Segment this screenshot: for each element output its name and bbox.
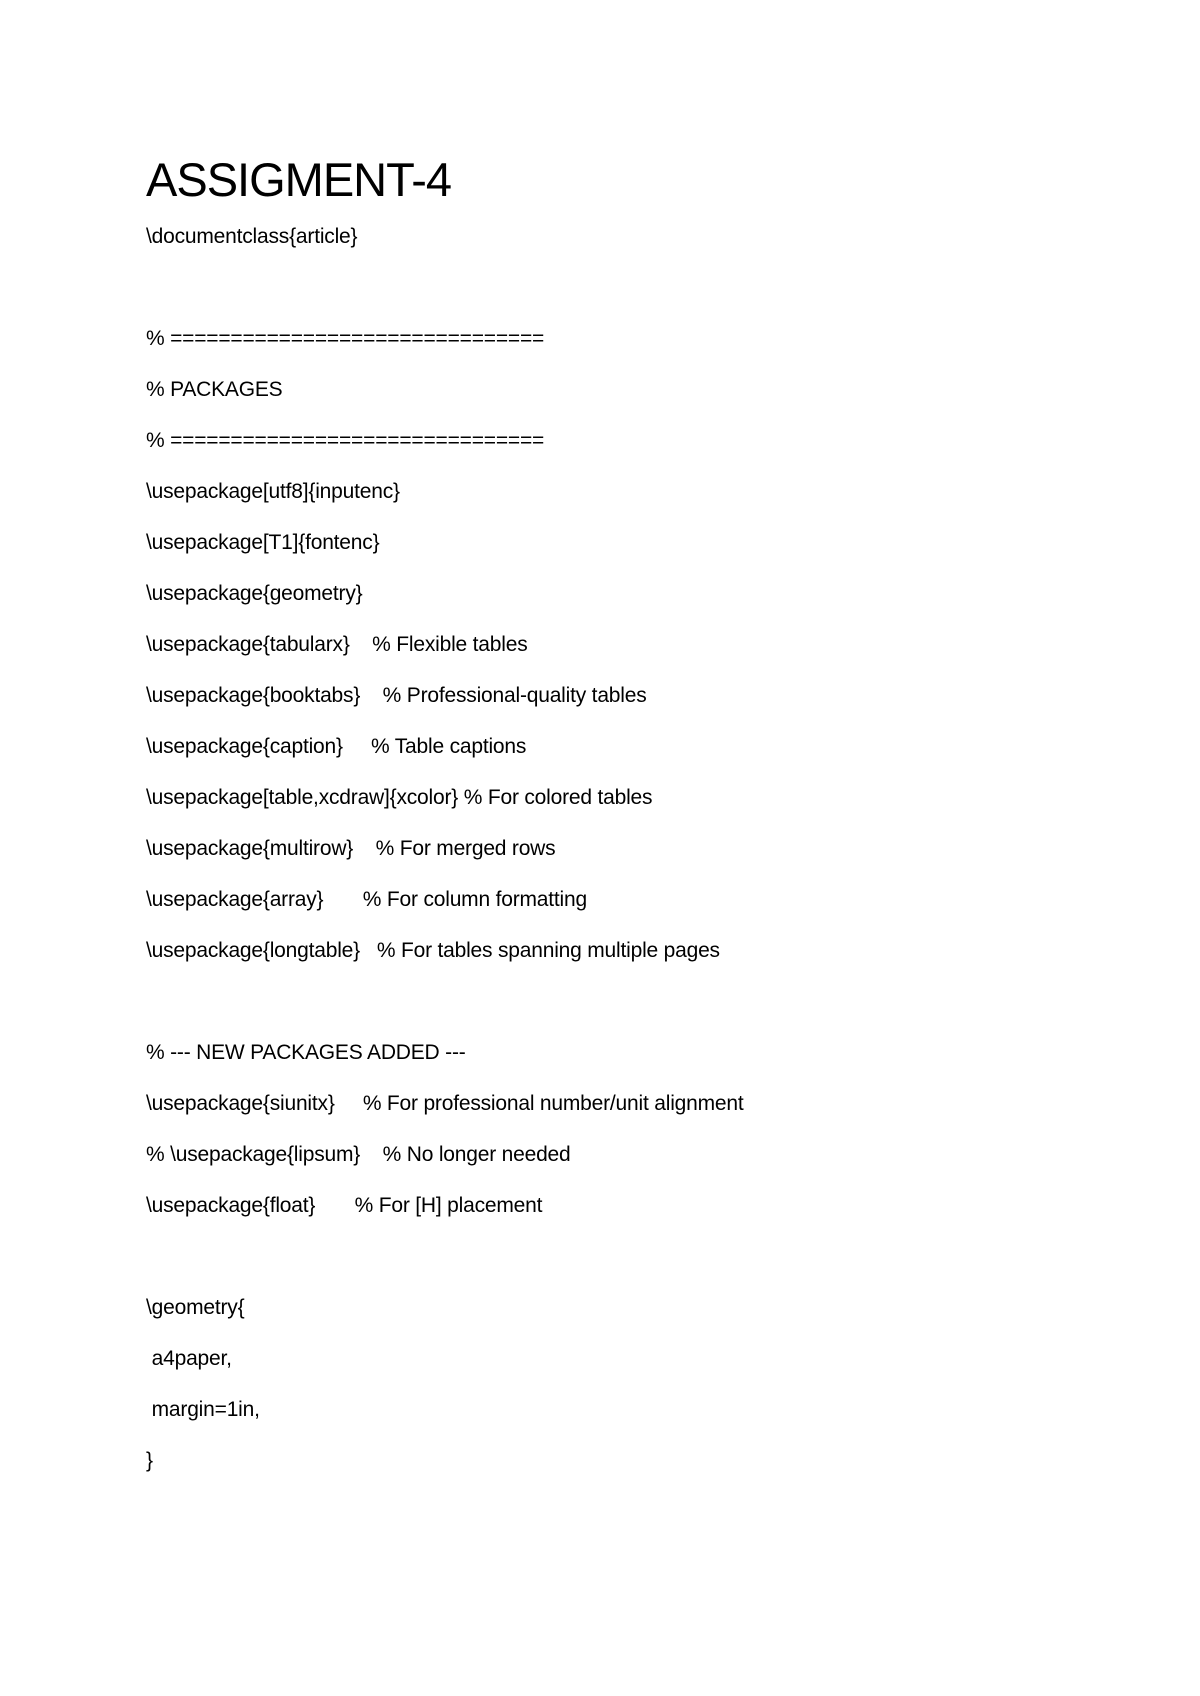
code-line-separator-bottom: % =============================== <box>146 429 545 452</box>
code-line-longtable: \usepackage{longtable} % For tables spanning multiple pages <box>146 939 720 962</box>
code-line-a4paper: a4paper, <box>146 1347 232 1370</box>
code-line-geometry-open: \geometry{ <box>146 1296 245 1319</box>
code-line-xcolor: \usepackage[table,xcdraw]{xcolor} % For colored tables <box>146 786 653 809</box>
code-line-caption: \usepackage{caption} % Table captions <box>146 735 527 758</box>
code-line-separator-top: % =============================== <box>146 327 545 350</box>
code-line-geometry-package: \usepackage{geometry} <box>146 582 363 605</box>
code-line-inputenc: \usepackage[utf8]{inputenc} <box>146 480 400 503</box>
code-line-array: \usepackage{array} % For column formatting <box>146 888 587 911</box>
document-title: ASSIGMENT-4 <box>146 153 452 206</box>
code-line-geometry-close: } <box>146 1449 153 1472</box>
code-line-booktabs: \usepackage{booktabs} % Professional-quality tables <box>146 684 647 707</box>
code-line-multirow: \usepackage{multirow} % For merged rows <box>146 837 556 860</box>
code-line-margin: margin=1in, <box>146 1398 260 1421</box>
code-line-fontenc: \usepackage[T1]{fontenc} <box>146 531 380 554</box>
code-line-documentclass: \documentclass{article} <box>146 225 358 248</box>
code-line-lipsum: % \usepackage{lipsum} % No longer needed <box>146 1143 571 1166</box>
code-line-siunitx: \usepackage{siunitx} % For professional number/unit alignment <box>146 1092 744 1115</box>
code-line-packages-heading: % PACKAGES <box>146 378 283 401</box>
code-line-float: \usepackage{float} % For [H] placement <box>146 1194 543 1217</box>
code-line-new-packages-comment: % --- NEW PACKAGES ADDED --- <box>146 1041 466 1064</box>
code-line-tabularx: \usepackage{tabularx} % Flexible tables <box>146 633 528 656</box>
